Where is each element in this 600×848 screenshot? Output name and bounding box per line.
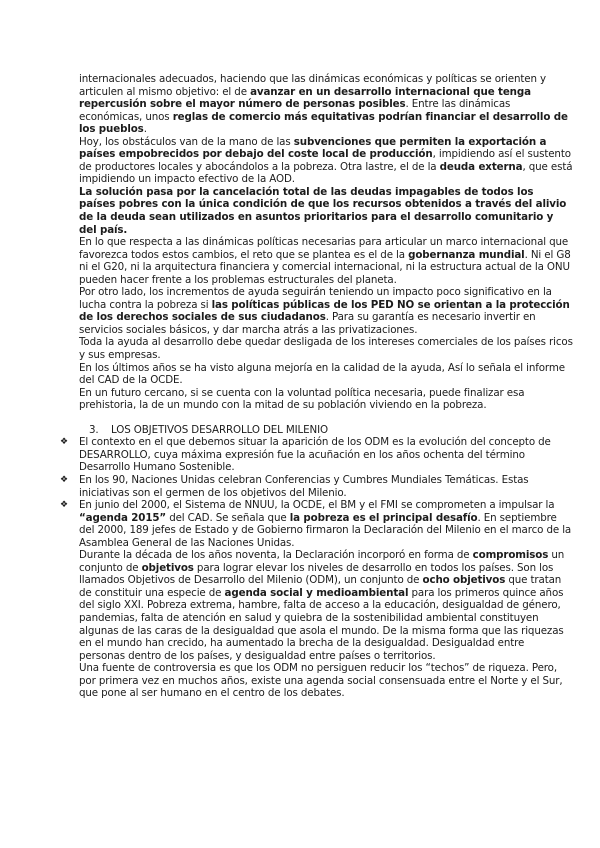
bold-phrase: la pobreza es el principal desafío [289, 511, 478, 524]
section-spacer [79, 412, 573, 424]
bullet-list [60, 436, 573, 700]
paragraph-controversia: Una fuente de controversia es que los ODM no persiguen reducir los “techos” de riqueza. Pero, por primera vez en muchos años, existe una agenda social consensuada entre el Norte y el Sur, que pone al ser humano en el centro de los debates. [79, 662, 563, 700]
bold-phrase: subvenciones que permiten la exportación a países empobrecidos por debajo del coste local de producción [79, 135, 547, 161]
paragraph-solucion-deuda [79, 186, 573, 236]
list-item: ❖ En junio del 2000, el Sistema de NNUU, la OCDE, el BM y el FMI se comprometen a impulsar la “agenda 2015” del CAD. Se señala que la pobreza es el principal desafío. En septiembre del 2000, 189 jefes de Estado y de Gobierno firmaron la Declaración del Milenio en el marco de la Asamblea General de las Naciones Unidas. Durante la década de los años noventa, la Declaración incorporó en forma de compromisos un conjunto de objetivos para lograr elevar los niveles de desarrollo en todos los países. Son los llamados Objetivos de Desarrollo del Milenio (ODM), un conjunto de ocho objetivos que tratan de constituir una especie de agenda social y medioambiental para los primeros quince años del siglo XXI. Pobreza extrema, hambre, falta de acceso a la educación, desigualdad de género, pandemias, falta de atención en salud y quiebra de la sostenibilidad ambiental constituyen algunas de las caras de la desigualdad que asola el mundo. De la misma forma que las riquezas en el mundo han crecido, ha aumentado la brecha de la desigualdad. Desigualdad entre personas dentro de los países, y desigualdad entre países o territorios. Una fuente de controversia es que los ODM no persiguen reducir los “techos” de riqueza. Pero, por primera vez en muchos años, existe una agenda social consensuada entre el Norte y el Sur, que pone al ser humano en el centro de los debates. [60, 499, 572, 700]
paragraph-politicas-publicas: Por otro lado, los incrementos de ayuda seguirán teniendo un impacto poco significativo en la lucha contra la pobreza si las políticas públicas de los PED NO se orientan a la protección de los derechos sociales de sus ciudadanos. Para su garantía es necesario invertir en servicios sociales básicos, y dar marcha atrás a las privatizaciones. [79, 286, 570, 336]
list-item: ❖ En los 90, Naciones Unidas celebran Conferencias y Cumbres Mundiales Temáticas. Estas iniciativas son el germen de los objetivos del Milenio. [60, 473, 529, 499]
diamond-bullet-icon: ❖ [60, 437, 68, 448]
paragraph-obstaculos: Hoy, los obstáculos van de la mano de las subvenciones que permiten la exportación a países empobrecidos por debajo del coste local de producción, impidiendo así el sustento de productores locales y abocándolos a la pobreza. Otra lastre, el de la deuda externa, que está impidiendo un impacto efectivo de la AOD. [79, 135, 573, 186]
paragraph-ayuda-desligada: Toda la ayuda al desarrollo debe quedar desligada de los intereses comerciales de los países ricos y sus empresas. [79, 336, 573, 362]
bold-phrase: las políticas públicas de los PED NO se orientan a la protección de los derechos sociales de sus ciudadanos [79, 298, 570, 324]
bold-phrase: La solución pasa por la cancelación total de las deudas impagables de todos los países pobres con la única condición de que los recursos obtenidos a través del alivio de la deuda sean utilizados en asuntos prioritarios para el desarrollo comunitario y del país. [79, 185, 567, 236]
diamond-bullet-icon: ❖ [60, 500, 68, 511]
bold-phrase: avanzar en un desarrollo internacional que tenga repercusión sobre el mayor número de personas posibles [79, 85, 531, 111]
document-body [60, 73, 573, 700]
paragraph-comercio: internacionales adecuados, haciendo que las dinámicas económicas y políticas se orienten y articulen al mismo objetivo: el de avanzar en un desarrollo internacional que tenga repercusión sobre el mayor número de personas posibles. Entre las dinámicas económicas, unos reglas de comercio más equitativas podrían financiar el desarrollo de los pueblos. [79, 73, 568, 136]
paragraph-mejoria: En los últimos años se ha visto alguna mejoría en la calidad de la ayuda, Así lo señala el informe del CAD de la OCDE. [79, 361, 565, 387]
bold-phrase: reglas de comercio más equitativas podrían financiar el desarrollo de los pueblos [79, 110, 568, 136]
section-number: 3. [89, 423, 99, 436]
paragraph-futuro: En un futuro cercano, si se cuenta con la voluntad política necesaria, puede finalizar esa prehistoria, la de un mundo con la mitad de su población viviendo en la pobreza. [79, 386, 525, 412]
list-item: ❖ El contexto en el que debemos situar la aparición de los ODM es la evolución del concepto de DESARROLLO, cuya máxima expresión fue la acuñación en los años ochenta del término Desarrollo Humano Sostenible. [60, 436, 551, 474]
bold-phrase: ocho objetivos [422, 574, 506, 587]
section-title: LOS OBJETIVOS DESARROLLO DEL MILENIO [111, 423, 328, 436]
bold-phrase: agenda social y medioambiental [224, 586, 409, 599]
bold-phrase: compromisos [472, 549, 549, 562]
bold-phrase: gobernanza mundial [408, 248, 525, 261]
bold-phrase: objetivos [141, 561, 194, 574]
paragraph-gobernanza: En lo que respecta a las dinámicas políticas necesarias para articular un marco internacional que favorezca todos estos cambios, el reto que se plantea es el de la gobernanza mundial. Ni el G8 ni el G20, ni la arquitectura financiera y comercial internacional, ni la estructura actual de la ONU pueden hacer frente a los problemas estructurales del planeta. [79, 236, 571, 286]
section-heading [79, 424, 573, 437]
bold-phrase: deuda externa [439, 160, 523, 173]
bold-phrase: “agenda 2015” [79, 511, 167, 524]
paragraph-declaracion: Durante la década de los años noventa, la Declaración incorporó en forma de compromisos un conjunto de objetivos para lograr elevar los niveles de desarrollo en todos los países. Son los llamados Objetivos de Desarrollo del Milenio (ODM), un conjunto de ocho objetivos que tratan de constituir una especie de agenda social y medioambiental para los primeros quince años del siglo XXI. Pobreza extrema, hambre, falta de acceso a la educación, desigualdad de género, pandemias, falta de atención en salud y quiebra de la sostenibilidad ambiental constituyen algunas de las caras de la desigualdad que asola el mundo. De la misma forma que las riquezas en el mundo han crecido, ha aumentado la brecha de la desigualdad. Desigualdad entre personas dentro de los países, y desigualdad entre países o territorios. [79, 549, 565, 662]
diamond-bullet-icon: ❖ [60, 474, 68, 485]
